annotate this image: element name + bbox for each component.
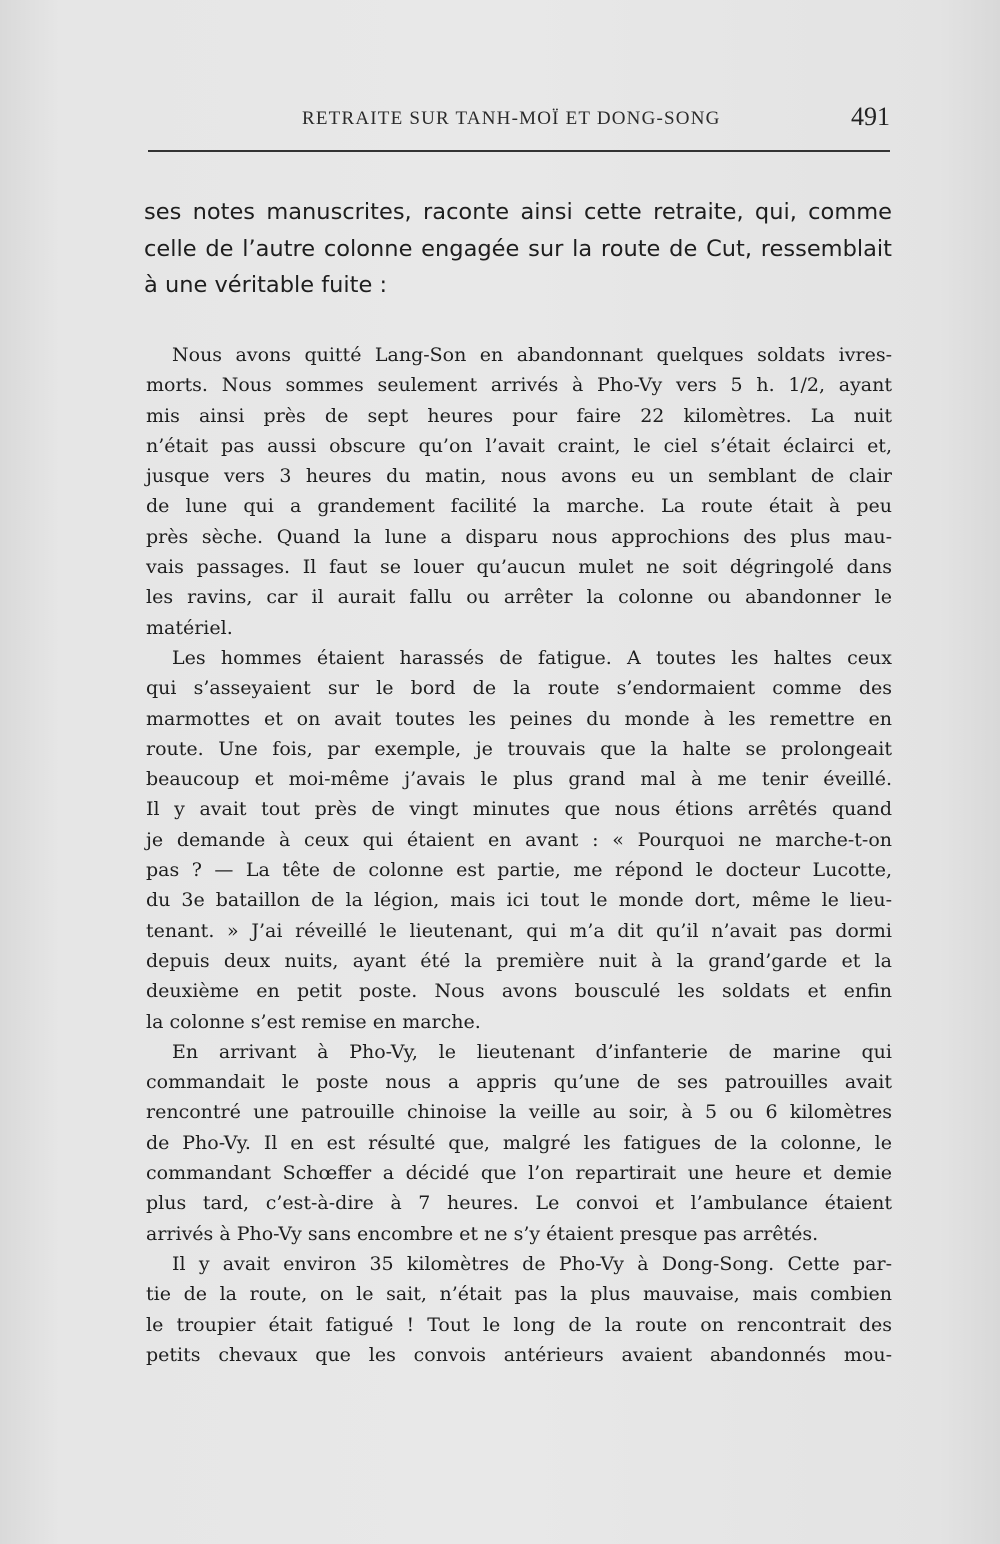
text-line: à une véritable fuite : [144, 272, 388, 298]
text-line: marmottes et on avait toutes les peines du monde à les remettre en [146, 707, 892, 730]
text-line: vais passages. Il faut se louer qu’aucun mulet ne soit dégringolé dans [146, 556, 892, 579]
text-line: matériel. [146, 616, 233, 639]
quote-paragraph-2 [146, 643, 892, 1037]
text-line: tie de la route, on le sait, n’était pas la plus mauvaise, mais combien [146, 1283, 892, 1306]
text-line: jusque vers 3 heures du matin, nous avons eu un semblant de clair [146, 465, 892, 488]
text-line: Les hommes étaient harassés de fatigue. A toutes les haltes ceux [172, 646, 892, 669]
page-header [148, 100, 890, 140]
text-line: pas ? — La tête de colonne est partie, me répond le docteur Lucotte, [146, 859, 892, 882]
text-line: En arrivant à Pho-Vy, le lieutenant d’infanterie de marine qui [172, 1040, 892, 1063]
page-number: 491 [851, 102, 890, 131]
text-line: petits chevaux que les convois antérieurs avaient abandonnés mou- [146, 1343, 892, 1366]
text-line: tenant. » J’ai réveillé le lieutenant, qui m’a dit qu’il n’avait pas dormi [146, 919, 892, 942]
text-line: rencontré une patrouille chinoise la veille au soir, à 5 ou 6 kilomètres [146, 1101, 892, 1124]
quote-paragraph-1 [146, 340, 892, 643]
quote-paragraph-4 [146, 1249, 892, 1370]
text-line: morts. Nous sommes seulement arrivés à Pho-Vy vers 5 h. 1/2, ayant [146, 374, 892, 397]
text-line: la colonne s’est remise en marche. [146, 1010, 481, 1033]
quote-paragraph-3 [146, 1037, 892, 1249]
text-line: qui s’asseyaient sur le bord de la route s’endormaient comme des [146, 677, 892, 700]
text-line: beaucoup et moi-même j’avais le plus grand mal à me tenir éveillé. [146, 768, 892, 791]
text-line: du 3e bataillon de la légion, mais ici tout le monde dort, même le lieu- [146, 889, 892, 912]
text-line: le troupier était fatigué ! Tout le long de la route on rencontrait des [146, 1313, 892, 1336]
text-line: ses notes manuscrites, raconte ainsi cette retraite, qui, comme [144, 199, 892, 225]
text-line: celle de l’autre colonne engagée sur la route de Cut, ressemblait [144, 235, 892, 262]
text-line: les ravins, car il aurait fallu ou arrêter la colonne ou abandonner le [146, 586, 892, 609]
text-line: mis ainsi près de sept heures pour faire 22 kilomètres. La nuit [146, 404, 892, 427]
text-line: près sèche. Quand la lune a disparu nous approchions des plus mau- [146, 525, 892, 548]
intro-paragraph [144, 194, 892, 304]
text-line: Il y avait tout près de vingt minutes que nous étions arrêtés quand [146, 798, 892, 821]
text-line: depuis deux nuits, ayant été la première nuit à la grand’garde et la [146, 949, 892, 972]
header-rule [148, 150, 890, 152]
text-line: commandant Schœffer a décidé que l’on repartirait une heure et demie [146, 1162, 892, 1185]
text-line: n’était pas aussi obscure qu’on l’avait craint, le ciel s’était éclairci et, [146, 434, 892, 457]
quoted-notes [146, 340, 892, 1370]
running-title: RETRAITE SUR TANH-MOÏ ET DONG-SONG [302, 108, 721, 129]
text-line: de Pho-Vy. Il en est résulté que, malgré les fatigues de la colonne, le [146, 1131, 892, 1154]
text-line: Nous avons quitté Lang-Son en abandonnant quelques soldats ivres- [172, 344, 892, 366]
text-line: je demande à ceux qui étaient en avant : « Pourquoi ne marche-t-on [146, 828, 892, 851]
text-line: arrivés à Pho-Vy sans encombre et ne s’y étaient presque pas arrêtés. [146, 1222, 819, 1245]
text-line: deuxième en petit poste. Nous avons bousculé les soldats et enfin [146, 980, 892, 1003]
text-line: commandait le poste nous a appris qu’une de ses patrouilles avait [146, 1071, 892, 1094]
text-line: Il y avait environ 35 kilomètres de Pho-Vy à Dong-Song. Cette par- [172, 1252, 892, 1275]
text-line: de lune qui a grandement facilité la marche. La route était à peu [146, 495, 892, 518]
text-line: plus tard, c’est-à-dire à 7 heures. Le convoi et l’ambulance étaient [146, 1192, 892, 1215]
text-line: route. Une fois, par exemple, je trouvais que la halte se prolongeait [146, 737, 892, 760]
